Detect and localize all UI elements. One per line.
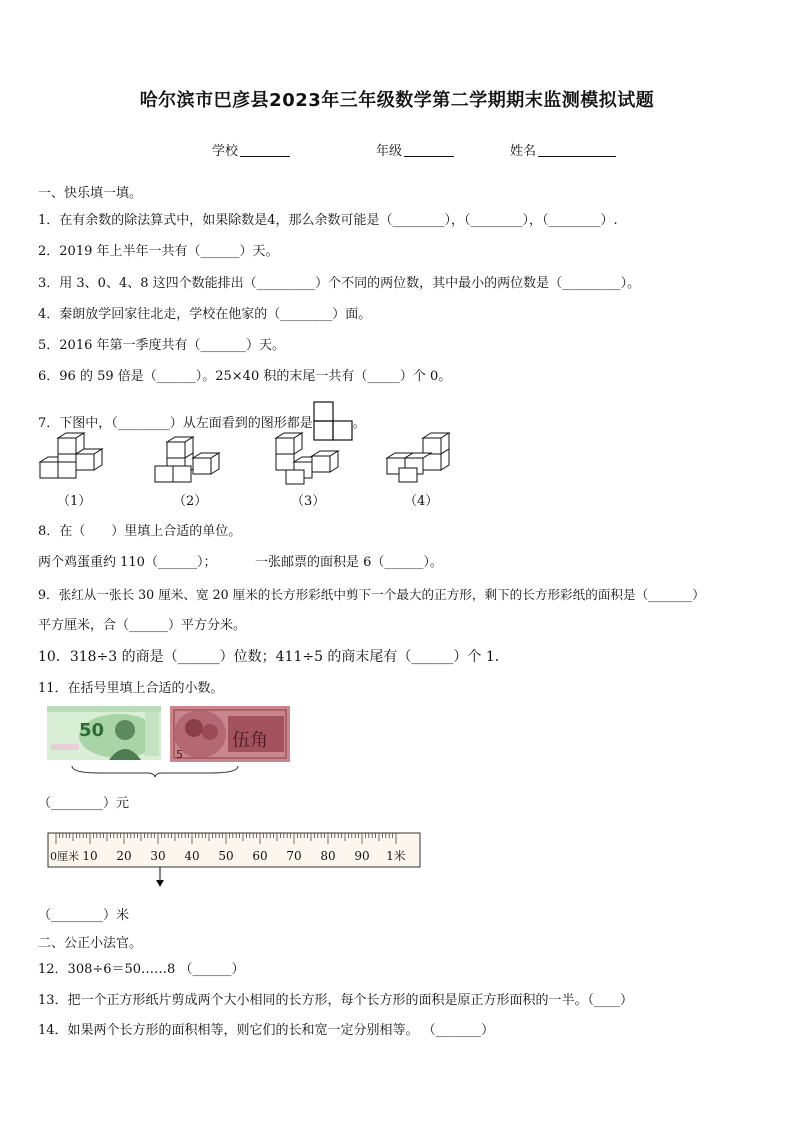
school-label: 学校 — [212, 144, 239, 159]
ruler-label: 30 — [150, 849, 166, 863]
question-8-part-a: 两个鸡蛋重约 110（______）； — [38, 555, 217, 570]
question-10: 10．318÷3 的商是（______）位数；411÷5 的商末尾有（______）个 1． — [38, 649, 509, 665]
school-field — [212, 140, 290, 159]
question-13: 13．把一个正方形纸片剪成两个大小相同的长方形，每个长方形的面积是原正方形面积的一半。（____） — [38, 993, 634, 1008]
ruler-label: 40 — [184, 849, 200, 863]
banknote-5-jiao — [170, 706, 290, 762]
question-11-answer-a: （________）元 — [38, 796, 130, 811]
grade-field — [376, 140, 454, 159]
ruler-arrow — [156, 880, 164, 887]
grade-label: 年级 — [376, 144, 403, 159]
ruler-label: 1米 — [386, 849, 406, 863]
question-6: 6．96 的 59 倍是（______）。25×40 积的末尾一共有（_____）个 0。 — [38, 369, 452, 384]
figure-label-1: （1） — [57, 494, 92, 509]
question-8-part-b: 一张邮票的面积是 6（______）。 — [255, 555, 443, 570]
page-title: 哈尔滨市巴彦县2023年三年级数学第二学期期末监测模拟试题 — [139, 90, 655, 111]
cube-figure-1 — [36, 432, 106, 484]
figure-label-2: （2） — [173, 494, 208, 509]
brace — [70, 764, 240, 778]
ruler-label: 0厘米 — [50, 850, 79, 863]
cube-figure-3 — [272, 432, 344, 486]
name-field — [510, 140, 616, 159]
cube-figure-4 — [385, 432, 457, 486]
question-4: 4．秦朗放学回家往北走，学校在他家的（________）面。 — [38, 307, 372, 322]
question-7-end: 。 — [352, 416, 366, 431]
section-2-heading: 二、公正小法官。 — [38, 936, 143, 951]
ruler-label: 90 — [354, 849, 370, 863]
banknote-50-yuan — [47, 706, 161, 760]
figure-label-4: （4） — [404, 494, 439, 509]
cube-figure-2 — [153, 436, 223, 486]
question-3: 3．用 3、0、4、8 这四个数能排出（_________）个不同的两位数，其中最小的两位数是（_________）。 — [38, 276, 641, 291]
name-blank[interactable] — [538, 142, 616, 157]
question-9-continued: 平方厘米，合（______）平方分米。 — [38, 618, 247, 633]
question-8: 8．在（ ）里填上合适的单位。 — [38, 524, 242, 539]
question-5: 5．2016 年第一季度共有（_______）天。 — [38, 338, 285, 353]
ruler-label: 10 — [82, 849, 98, 863]
section-1-heading: 一、快乐填一填。 — [38, 186, 143, 201]
name-label: 姓名 — [510, 144, 537, 159]
question-12: 12．308÷6＝50……8 （______） — [38, 962, 245, 977]
ruler-label: 60 — [252, 849, 268, 863]
school-blank[interactable] — [240, 142, 290, 157]
grade-blank[interactable] — [404, 142, 454, 157]
question-11: 11．在括号里填上合适的小数。 — [38, 681, 224, 696]
question-9: 9．张红从一张长 30 厘米、宽 20 厘米的长方形彩纸中剪下一个最大的正方形，剩下的长方形彩纸的面积是（_______） — [38, 587, 705, 602]
ruler-label: 20 — [116, 849, 132, 863]
banknote-5-value: 5 — [176, 748, 183, 761]
question-14: 14．如果两个长方形的面积相等，则它们的长和宽一定分别相等。 （_______） — [38, 1023, 495, 1038]
question-2: 2．2019 年上半年一共有（______）天。 — [38, 244, 279, 259]
ruler-label: 50 — [218, 849, 234, 863]
question-1: 1．在有余数的除法算式中，如果除数是4，那么余数可能是（________），（________），（________）. — [38, 213, 618, 228]
question-7-text: 7．下图中，（________）从左面看到的图形都是 — [38, 416, 313, 431]
banknote-50-value: 50 — [79, 720, 105, 741]
question-11-answer-b: （________）米 — [38, 908, 130, 923]
meter-ruler — [47, 832, 421, 890]
ruler-label: 80 — [320, 849, 336, 863]
banknote-5-jiao-label: 伍角 — [232, 730, 268, 751]
ruler-label: 70 — [286, 849, 302, 863]
figure-label-3: （3） — [291, 494, 326, 509]
